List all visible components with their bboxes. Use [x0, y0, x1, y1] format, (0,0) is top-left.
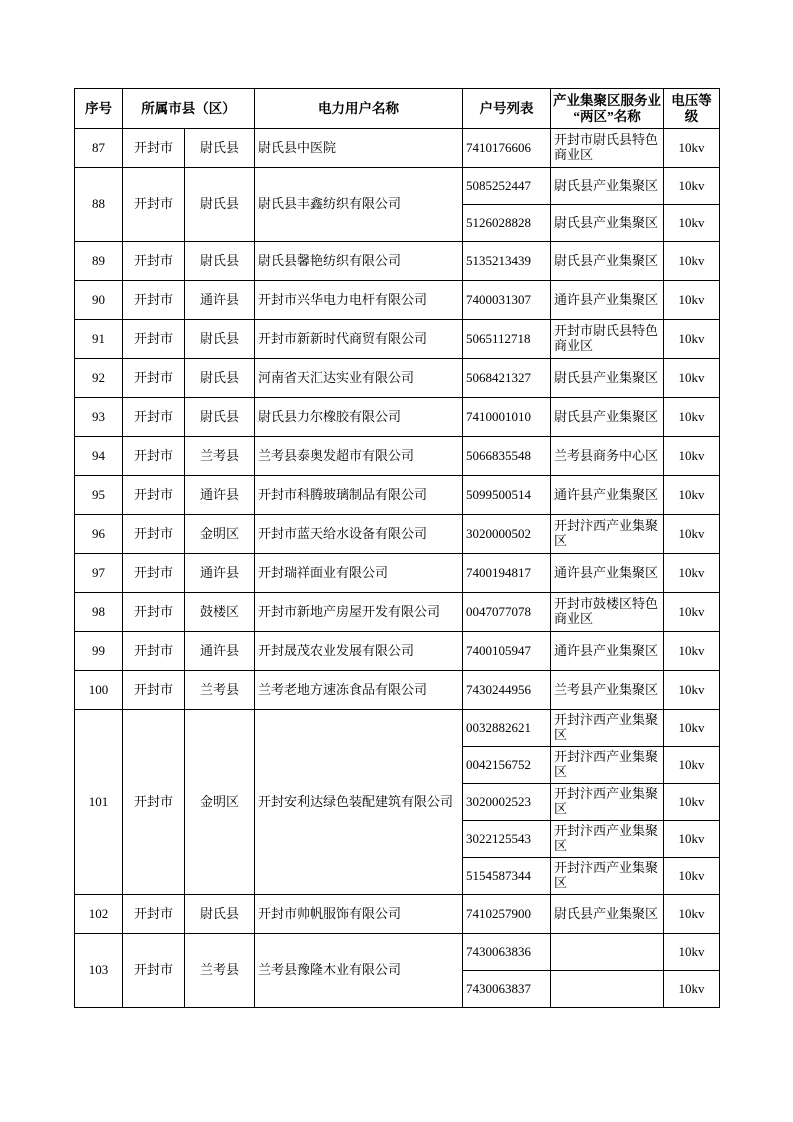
cell-voltage-level: 10kv	[664, 359, 720, 398]
cell-city: 开封市	[123, 168, 185, 242]
cell-seq: 103	[75, 934, 123, 1008]
cell-zone-name: 兰考县商务中心区	[551, 437, 664, 476]
cell-county: 尉氏县	[185, 242, 255, 281]
cell-account-no: 7400194817	[463, 554, 551, 593]
table-row	[75, 168, 720, 205]
cell-seq: 88	[75, 168, 123, 242]
cell-voltage-level: 10kv	[664, 437, 720, 476]
cell-seq: 90	[75, 281, 123, 320]
table-row	[75, 632, 720, 671]
cell-account-no: 3022125543	[463, 821, 551, 858]
cell-county: 金明区	[185, 710, 255, 895]
cell-zone-name: 尉氏县产业集聚区	[551, 359, 664, 398]
cell-voltage-level: 10kv	[664, 476, 720, 515]
table-row	[75, 593, 720, 632]
cell-account-no: 5065112718	[463, 320, 551, 359]
cell-city: 开封市	[123, 359, 185, 398]
table-row	[75, 476, 720, 515]
column-header-account-list: 户号列表	[463, 89, 551, 129]
column-header-zone-name	[551, 89, 664, 129]
cell-account-no: 0047077078	[463, 593, 551, 632]
cell-voltage-level: 10kv	[664, 281, 720, 320]
cell-voltage-level: 10kv	[664, 398, 720, 437]
table-row	[75, 129, 720, 168]
table-row	[75, 710, 720, 747]
table-row	[75, 934, 720, 971]
cell-county: 通许县	[185, 632, 255, 671]
cell-voltage-level: 10kv	[664, 320, 720, 359]
cell-city: 开封市	[123, 437, 185, 476]
cell-user-name: 尉氏县丰鑫纺织有限公司	[255, 168, 463, 242]
cell-city: 开封市	[123, 281, 185, 320]
cell-seq: 95	[75, 476, 123, 515]
table-row	[75, 281, 720, 320]
cell-city: 开封市	[123, 242, 185, 281]
cell-county: 兰考县	[185, 671, 255, 710]
cell-user-name: 开封市科腾玻璃制品有限公司	[255, 476, 463, 515]
cell-zone-name	[551, 971, 664, 1008]
cell-user-name: 兰考县泰奥发超市有限公司	[255, 437, 463, 476]
cell-user-name: 开封市帅帆服饰有限公司	[255, 895, 463, 934]
zone-header-line2: “两区”名称	[573, 108, 641, 124]
cell-voltage-level: 10kv	[664, 632, 720, 671]
cell-voltage-level: 10kv	[664, 129, 720, 168]
cell-voltage-level: 10kv	[664, 168, 720, 205]
cell-user-name: 尉氏县中医院	[255, 129, 463, 168]
cell-account-no: 3020002523	[463, 784, 551, 821]
cell-county: 尉氏县	[185, 359, 255, 398]
cell-city: 开封市	[123, 895, 185, 934]
cell-account-no: 7410001010	[463, 398, 551, 437]
cell-city: 开封市	[123, 671, 185, 710]
cell-account-no: 5099500514	[463, 476, 551, 515]
cell-voltage-level: 10kv	[664, 747, 720, 784]
cell-account-no: 7430244956	[463, 671, 551, 710]
cell-user-name: 开封市蓝天给水设备有限公司	[255, 515, 463, 554]
cell-user-name: 开封瑞祥面业有限公司	[255, 554, 463, 593]
cell-seq: 98	[75, 593, 123, 632]
cell-account-no: 5068421327	[463, 359, 551, 398]
cell-voltage-level: 10kv	[664, 895, 720, 934]
cell-city: 开封市	[123, 710, 185, 895]
cell-account-no: 7400031307	[463, 281, 551, 320]
column-header-user-name: 电力用户名称	[255, 89, 463, 129]
cell-voltage-level: 10kv	[664, 242, 720, 281]
cell-user-name: 尉氏县力尔橡胶有限公司	[255, 398, 463, 437]
cell-seq: 87	[75, 129, 123, 168]
cell-county: 兰考县	[185, 437, 255, 476]
cell-seq: 102	[75, 895, 123, 934]
cell-zone-name: 通许县产业集聚区	[551, 281, 664, 320]
cell-zone-name: 通许县产业集聚区	[551, 476, 664, 515]
cell-account-no: 3020000502	[463, 515, 551, 554]
cell-user-name: 开封市新新时代商贸有限公司	[255, 320, 463, 359]
table-row	[75, 398, 720, 437]
cell-voltage-level: 10kv	[664, 554, 720, 593]
cell-user-name: 开封晟茂农业发展有限公司	[255, 632, 463, 671]
cell-zone-name: 尉氏县产业集聚区	[551, 205, 664, 242]
cell-account-no: 7410176606	[463, 129, 551, 168]
cell-zone-name: 开封汴西产业集聚区	[551, 710, 664, 747]
cell-user-name: 尉氏县馨艳纺织有限公司	[255, 242, 463, 281]
cell-seq: 96	[75, 515, 123, 554]
cell-city: 开封市	[123, 320, 185, 359]
cell-voltage-level: 10kv	[664, 593, 720, 632]
cell-account-no: 5085252447	[463, 168, 551, 205]
cell-seq: 97	[75, 554, 123, 593]
table-header	[75, 89, 720, 129]
table-row	[75, 895, 720, 934]
cell-seq: 101	[75, 710, 123, 895]
cell-county: 尉氏县	[185, 895, 255, 934]
cell-zone-name: 兰考县产业集聚区	[551, 671, 664, 710]
cell-account-no: 0032882621	[463, 710, 551, 747]
cell-seq: 92	[75, 359, 123, 398]
cell-county: 尉氏县	[185, 320, 255, 359]
cell-account-no: 5135213439	[463, 242, 551, 281]
cell-county: 金明区	[185, 515, 255, 554]
cell-zone-name: 开封市鼓楼区特色商业区	[551, 593, 664, 632]
cell-city: 开封市	[123, 398, 185, 437]
cell-voltage-level: 10kv	[664, 710, 720, 747]
table-row	[75, 515, 720, 554]
cell-account-no: 7400105947	[463, 632, 551, 671]
cell-city: 开封市	[123, 934, 185, 1008]
cell-zone-name: 开封汴西产业集聚区	[551, 515, 664, 554]
cell-zone-name	[551, 934, 664, 971]
cell-county: 尉氏县	[185, 129, 255, 168]
cell-zone-name: 开封汴西产业集聚区	[551, 821, 664, 858]
cell-account-no: 5126028828	[463, 205, 551, 242]
table-header-row	[75, 89, 720, 129]
cell-zone-name: 开封汴西产业集聚区	[551, 858, 664, 895]
cell-seq: 91	[75, 320, 123, 359]
cell-county: 通许县	[185, 476, 255, 515]
cell-voltage-level: 10kv	[664, 515, 720, 554]
cell-zone-name: 尉氏县产业集聚区	[551, 398, 664, 437]
cell-county: 通许县	[185, 554, 255, 593]
column-header-voltage-level	[664, 89, 720, 129]
cell-county: 鼓楼区	[185, 593, 255, 632]
cell-zone-name: 尉氏县产业集聚区	[551, 242, 664, 281]
cell-seq: 94	[75, 437, 123, 476]
table-row	[75, 320, 720, 359]
cell-voltage-level: 10kv	[664, 971, 720, 1008]
cell-account-no: 7430063836	[463, 934, 551, 971]
cell-city: 开封市	[123, 554, 185, 593]
cell-zone-name: 开封汴西产业集聚区	[551, 747, 664, 784]
cell-zone-name: 尉氏县产业集聚区	[551, 168, 664, 205]
cell-city: 开封市	[123, 515, 185, 554]
table-row	[75, 671, 720, 710]
table-row	[75, 359, 720, 398]
cell-zone-name: 开封市尉氏县特色商业区	[551, 320, 664, 359]
cell-county: 通许县	[185, 281, 255, 320]
cell-county: 尉氏县	[185, 168, 255, 242]
cell-city: 开封市	[123, 593, 185, 632]
power-users-table	[74, 88, 720, 1008]
table-row	[75, 437, 720, 476]
table-body	[75, 129, 720, 1008]
cell-voltage-level: 10kv	[664, 858, 720, 895]
cell-account-no: 7430063837	[463, 971, 551, 1008]
cell-zone-name: 通许县产业集聚区	[551, 632, 664, 671]
zone-header-line1: 产业集聚区服务业	[553, 93, 661, 108]
cell-city: 开封市	[123, 632, 185, 671]
cell-account-no: 7410257900	[463, 895, 551, 934]
cell-county: 兰考县	[185, 934, 255, 1008]
cell-county: 尉氏县	[185, 398, 255, 437]
cell-user-name: 开封市兴华电力电杆有限公司	[255, 281, 463, 320]
cell-city: 开封市	[123, 476, 185, 515]
cell-zone-name: 开封汴西产业集聚区	[551, 784, 664, 821]
cell-seq: 100	[75, 671, 123, 710]
volt-header-line2: 级	[684, 108, 699, 124]
cell-voltage-level: 10kv	[664, 784, 720, 821]
cell-user-name: 河南省天汇达实业有限公司	[255, 359, 463, 398]
cell-voltage-level: 10kv	[664, 821, 720, 858]
cell-zone-name: 尉氏县产业集聚区	[551, 895, 664, 934]
cell-voltage-level: 10kv	[664, 205, 720, 242]
column-header-region: 所属市县（区）	[123, 89, 255, 129]
cell-zone-name: 通许县产业集聚区	[551, 554, 664, 593]
cell-account-no: 0042156752	[463, 747, 551, 784]
cell-user-name: 开封市新地产房屋开发有限公司	[255, 593, 463, 632]
cell-account-no: 5154587344	[463, 858, 551, 895]
cell-seq: 89	[75, 242, 123, 281]
cell-city: 开封市	[123, 129, 185, 168]
cell-voltage-level: 10kv	[664, 671, 720, 710]
cell-user-name: 兰考县豫隆木业有限公司	[255, 934, 463, 1008]
cell-seq: 93	[75, 398, 123, 437]
column-header-seq: 序号	[75, 89, 123, 129]
cell-seq: 99	[75, 632, 123, 671]
table-row	[75, 554, 720, 593]
volt-header-line1: 电压等	[671, 93, 712, 108]
cell-user-name: 开封安利达绿色装配建筑有限公司	[255, 710, 463, 895]
cell-account-no: 5066835548	[463, 437, 551, 476]
cell-user-name: 兰考老地方速冻食品有限公司	[255, 671, 463, 710]
table-row	[75, 242, 720, 281]
cell-zone-name: 开封市尉氏县特色商业区	[551, 129, 664, 168]
cell-voltage-level: 10kv	[664, 934, 720, 971]
